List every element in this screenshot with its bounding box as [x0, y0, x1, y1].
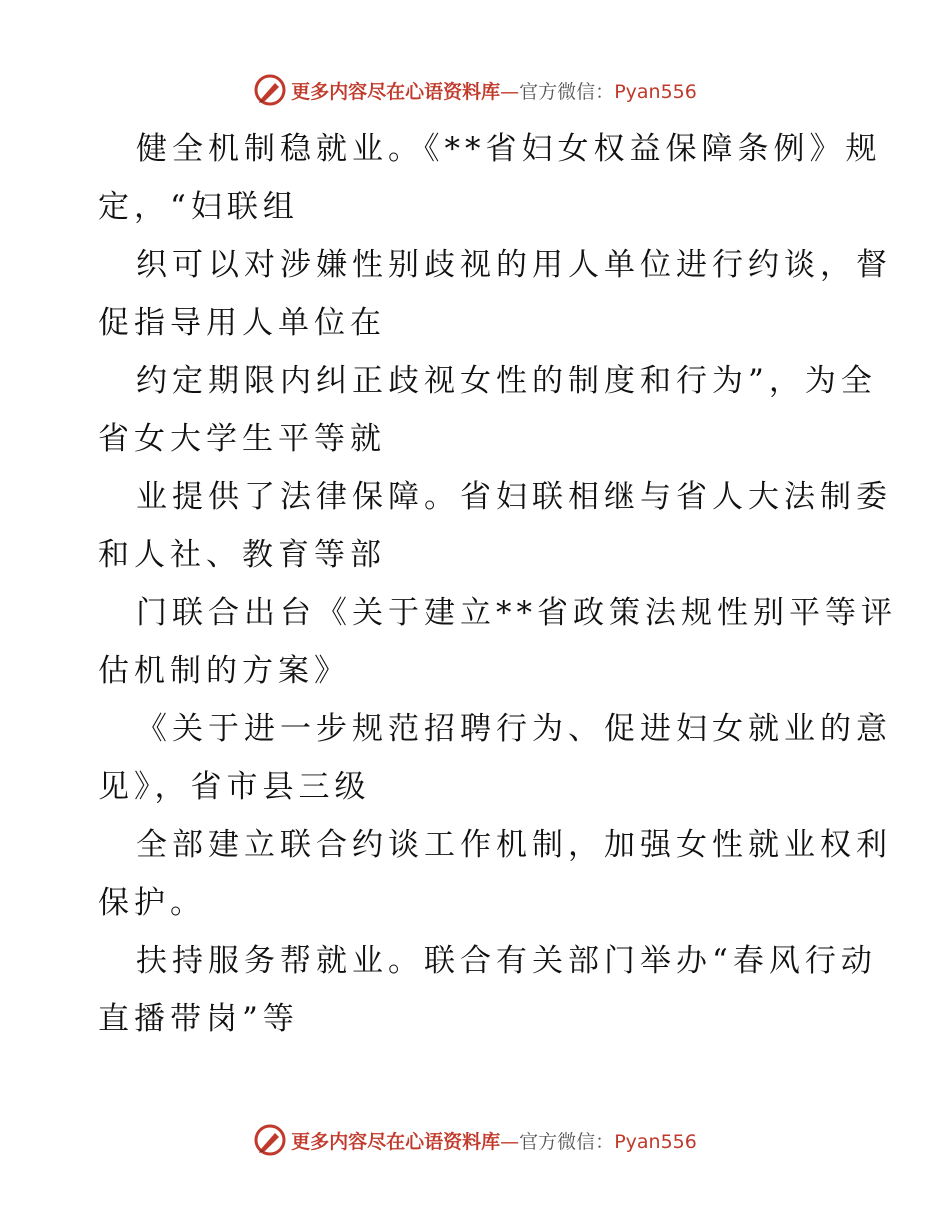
paragraph-line: 促指导用人单位在	[98, 305, 386, 341]
paragraph-line: 省女大学生平等就	[98, 421, 386, 457]
paragraph-line: 扶持服务帮就业。联合有关部门举办“春风行动	[136, 943, 877, 979]
paragraph	[98, 468, 892, 584]
paragraph-line: 和人社、教育等部	[98, 537, 386, 573]
paragraph-line: 《关于进一步规范招聘行为、促进妇女就业的意	[136, 711, 892, 747]
paragraph-line: 织可以对涉嫌性别歧视的用人单位进行约谈，督	[136, 247, 892, 283]
paragraph-line: 门联合出台《关于建立**省政策法规性别平等评	[136, 595, 897, 631]
footer-lead: 更多内容尽在心语资料库	[291, 1130, 501, 1153]
paragraph	[98, 120, 882, 236]
footer-banner	[0, 1120, 950, 1160]
paragraph-line: 估机制的方案》	[98, 653, 350, 689]
paragraph-line: 健全机制稳就业。《**省妇女权益保障条例》规	[136, 131, 882, 167]
paragraph-line: 见》，省市县三级	[98, 769, 371, 805]
header-label: 官方微信：	[519, 80, 615, 103]
footer-text	[291, 1127, 697, 1154]
paragraph	[98, 352, 877, 468]
footer-dash: —	[500, 1130, 520, 1153]
header-dash: —	[500, 80, 520, 103]
pen-logo-icon	[253, 1123, 287, 1157]
header-lead: 更多内容尽在心语资料库	[291, 80, 501, 103]
paragraph	[98, 584, 897, 700]
paragraph	[98, 816, 892, 932]
footer-label: 官方微信：	[519, 1130, 615, 1153]
paragraph-line: 直播带岗”等	[98, 1001, 299, 1037]
paragraph-line: 约定期限内纠正歧视女性的制度和行为”，为全	[136, 363, 877, 399]
document-body	[98, 120, 897, 1048]
paragraph	[98, 236, 892, 352]
paragraph-line: 保护。	[98, 885, 206, 921]
header-wechat: Pyan556	[614, 80, 697, 103]
footer-wechat: Pyan556	[614, 1130, 697, 1153]
pen-logo-icon	[253, 73, 287, 107]
paragraph	[98, 932, 877, 1048]
paragraph-line: 定，“妇联组	[98, 189, 299, 225]
header-text	[291, 77, 697, 104]
paragraph-line: 业提供了法律保障。省妇联相继与省人大法制委	[136, 479, 892, 515]
paragraph	[98, 700, 892, 816]
header-banner	[0, 70, 950, 110]
paragraph-line: 全部建立联合约谈工作机制，加强女性就业权利	[136, 827, 892, 863]
